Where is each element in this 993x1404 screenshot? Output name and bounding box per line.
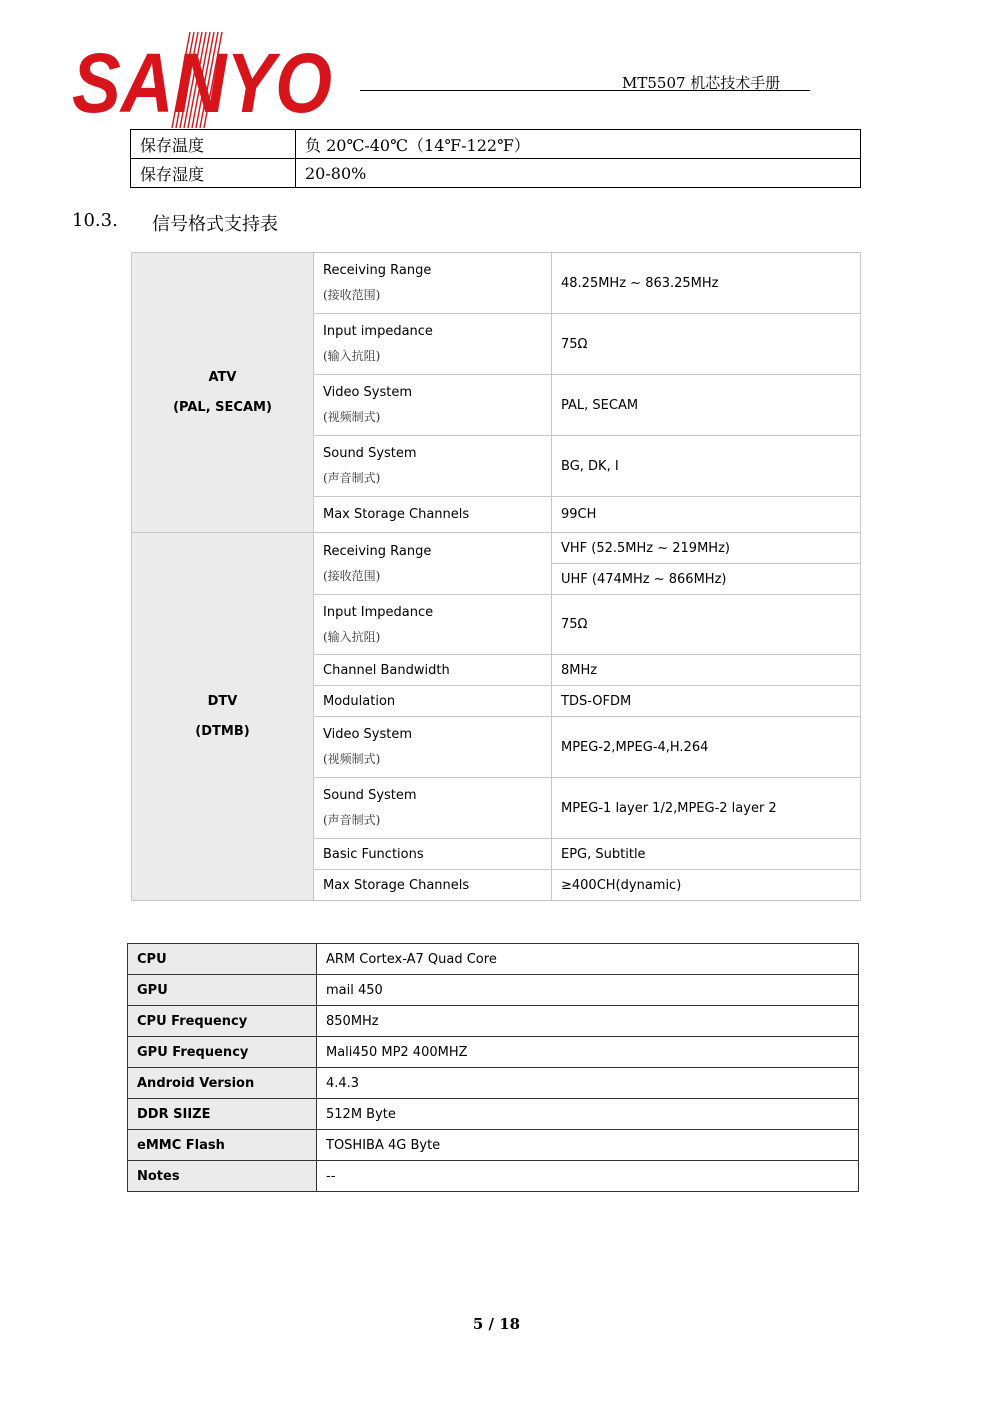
dtv-label: DTV	[207, 693, 238, 709]
param-cell	[314, 375, 552, 436]
spec-value: 4.4.3	[317, 1068, 859, 1099]
spec-key: GPU Frequency	[128, 1037, 317, 1068]
table-row	[131, 130, 861, 159]
param-name: Receiving Range	[323, 263, 432, 278]
table-row	[128, 1068, 859, 1099]
table-row	[128, 1130, 859, 1161]
param-name-cn: (视频制式)	[323, 410, 381, 424]
param-cell: Channel Bandwidth	[314, 655, 552, 686]
param-cell	[314, 533, 552, 595]
atv-group-cell	[132, 253, 314, 533]
value-cell: 75Ω	[552, 314, 861, 375]
spec-key: eMMC Flash	[128, 1130, 317, 1161]
param-cell	[314, 595, 552, 655]
spec-key: Notes	[128, 1161, 317, 1192]
value-cell: UHF (474MHz ~ 866MHz)	[552, 564, 861, 595]
page-number: 5 / 18	[472, 1315, 521, 1333]
spec-value: mail 450	[317, 975, 859, 1006]
atv-sublabel: (PAL, SECAM)	[173, 399, 272, 415]
table-row	[132, 533, 861, 564]
table-row	[131, 159, 861, 188]
section-title: 信号格式支持表	[152, 214, 278, 235]
param-cell: Max Storage Channels	[314, 497, 552, 533]
sanyo-logo	[72, 30, 334, 130]
logo-text: SANYO	[72, 36, 332, 130]
table-row	[128, 1037, 859, 1068]
spec-value: --	[317, 1161, 859, 1192]
spec-value: 850MHz	[317, 1006, 859, 1037]
param-cell: Max Storage Channels	[314, 870, 552, 901]
spec-key: Android Version	[128, 1068, 317, 1099]
value-cell: MPEG-1 layer 1/2,MPEG-2 layer 2	[552, 778, 861, 839]
spec-value: 512M Byte	[317, 1099, 859, 1130]
param-name-cn: (声音制式)	[323, 471, 381, 485]
spec-key: DDR SIIZE	[128, 1099, 317, 1130]
spec-value: Mali450 MP2 400MHZ	[317, 1037, 859, 1068]
param-cell	[314, 253, 552, 314]
param-name-cn: (输入抗阻)	[323, 629, 381, 644]
value-cell: PAL, SECAM	[552, 375, 861, 436]
spec-key: GPU	[128, 975, 317, 1006]
storage-label: 保存湿度	[131, 159, 296, 188]
param-name: Input impedance	[323, 324, 433, 339]
param-name-cn: (接收范围)	[323, 568, 381, 583]
table-row	[128, 1006, 859, 1037]
param-name-cn: (视频制式)	[323, 752, 381, 766]
value-cell: ≥400CH(dynamic)	[552, 870, 861, 901]
param-name: Sound System	[323, 788, 417, 803]
storage-label: 保存温度	[131, 130, 296, 159]
param-name: Video System	[323, 385, 413, 400]
storage-table	[130, 129, 861, 188]
param-name: Video System	[323, 727, 413, 742]
param-name: Sound System	[323, 446, 417, 461]
document-title: MT5507 机芯技术手册	[622, 74, 781, 92]
spec-key: CPU Frequency	[128, 1006, 317, 1037]
spec-value: ARM Cortex-A7 Quad Core	[317, 944, 859, 975]
atv-label: ATV	[208, 369, 237, 385]
value-cell: EPG, Subtitle	[552, 839, 861, 870]
param-name-cn: (输入抗阻)	[323, 349, 381, 363]
param-cell: Basic Functions	[314, 839, 552, 870]
table-row	[128, 1099, 859, 1130]
table-row	[128, 944, 859, 975]
value-cell: MPEG-2,MPEG-4,H.264	[552, 717, 861, 778]
spec-value: TOSHIBA 4G Byte	[317, 1130, 859, 1161]
spec-key: CPU	[128, 944, 317, 975]
dtv-group-cell	[132, 533, 314, 901]
param-name: Receiving Range	[323, 543, 432, 559]
section-number: 10.3.	[72, 210, 118, 231]
value-cell: 75Ω	[552, 595, 861, 655]
value-cell: 8MHz	[552, 655, 861, 686]
value-cell: TDS-OFDM	[552, 686, 861, 717]
param-cell	[314, 314, 552, 375]
table-row	[128, 975, 859, 1006]
value-cell: 99CH	[552, 497, 861, 533]
param-name-cn: (声音制式)	[323, 813, 381, 827]
param-name-cn: (接收范围)	[323, 288, 381, 302]
param-cell: Modulation	[314, 686, 552, 717]
param-cell	[314, 436, 552, 497]
value-cell: 48.25MHz ~ 863.25MHz	[552, 253, 861, 314]
param-cell	[314, 717, 552, 778]
value-cell: BG, DK, I	[552, 436, 861, 497]
storage-value: 负 20℃-40℃（14℉-122℉）	[296, 130, 861, 159]
dtv-sublabel: (DTMB)	[195, 723, 250, 739]
hardware-spec-table	[127, 943, 859, 1192]
table-row	[132, 253, 861, 314]
storage-value: 20-80%	[296, 159, 861, 188]
table-row	[128, 1161, 859, 1192]
param-cell	[314, 778, 552, 839]
value-cell: VHF (52.5MHz ~ 219MHz)	[552, 533, 861, 564]
signal-format-table	[131, 252, 861, 901]
param-name: Input Impedance	[323, 604, 434, 620]
